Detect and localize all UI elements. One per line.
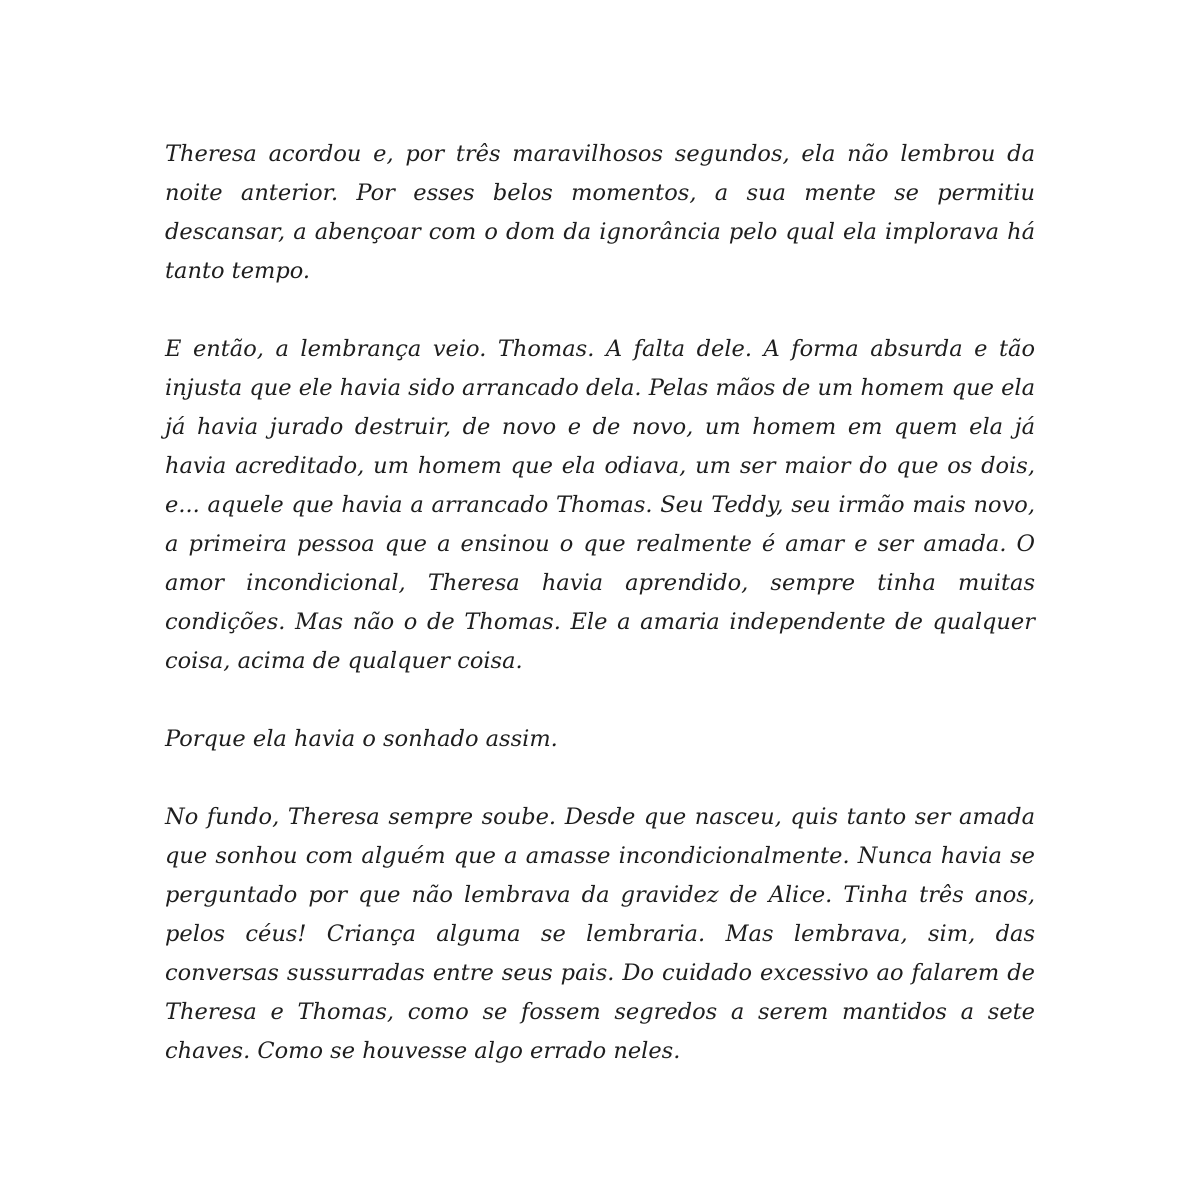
paragraph-4: No fundo, Theresa sempre soube. Desde que nasceu, quis tanto ser amada que sonhou com alguém que a amasse incondicionalmente. Nunca havia se perguntado por que não lembrava da gravidez de Alice. Tinha três anos, pelos céus! Criança alguma se lembraria. Mas lembrava, sim, das conversas sussurradas entre seus pais. Do cuidado excessivo ao falarem de Theresa e Thomas, como se fossem segredos a serem mantidos a sete chaves. Como se houvesse algo errado neles. <box>165 804 1035 1064</box>
paragraph-1: Theresa acordou e, por três maravilhosos segundos, ela não lembrou da noite anterior. Por esses belos momentos, a sua mente se permitiu descansar, a abençoar com o dom da ignorância pelo qual ela implorava há tanto tempo. <box>165 141 1035 284</box>
paragraph-2: E então, a lembrança veio. Thomas. A falta dele. A forma absurda e tão injusta que ele havia sido arrancado dela. Pelas mãos de um homem que ela já havia jurado destruir, de novo e de novo, um homem em quem ela já havia acreditado, um homem que ela odiava, um ser maior do que os dois, e... aquele que havia a arrancado Thomas. Seu Teddy, seu irmão mais novo, a primeira pessoa que a ensinou o que realmente é amar e ser amada. O amor incondicional, Theresa havia aprendido, sempre tinha muitas condições. Mas não o de Thomas. Ele a amaria independente de qualquer coisa, acima de qualquer coisa. <box>165 336 1035 674</box>
paragraph-3: Porque ela havia o sonhado assim. <box>165 726 558 752</box>
document-page <box>165 135 1035 1071</box>
